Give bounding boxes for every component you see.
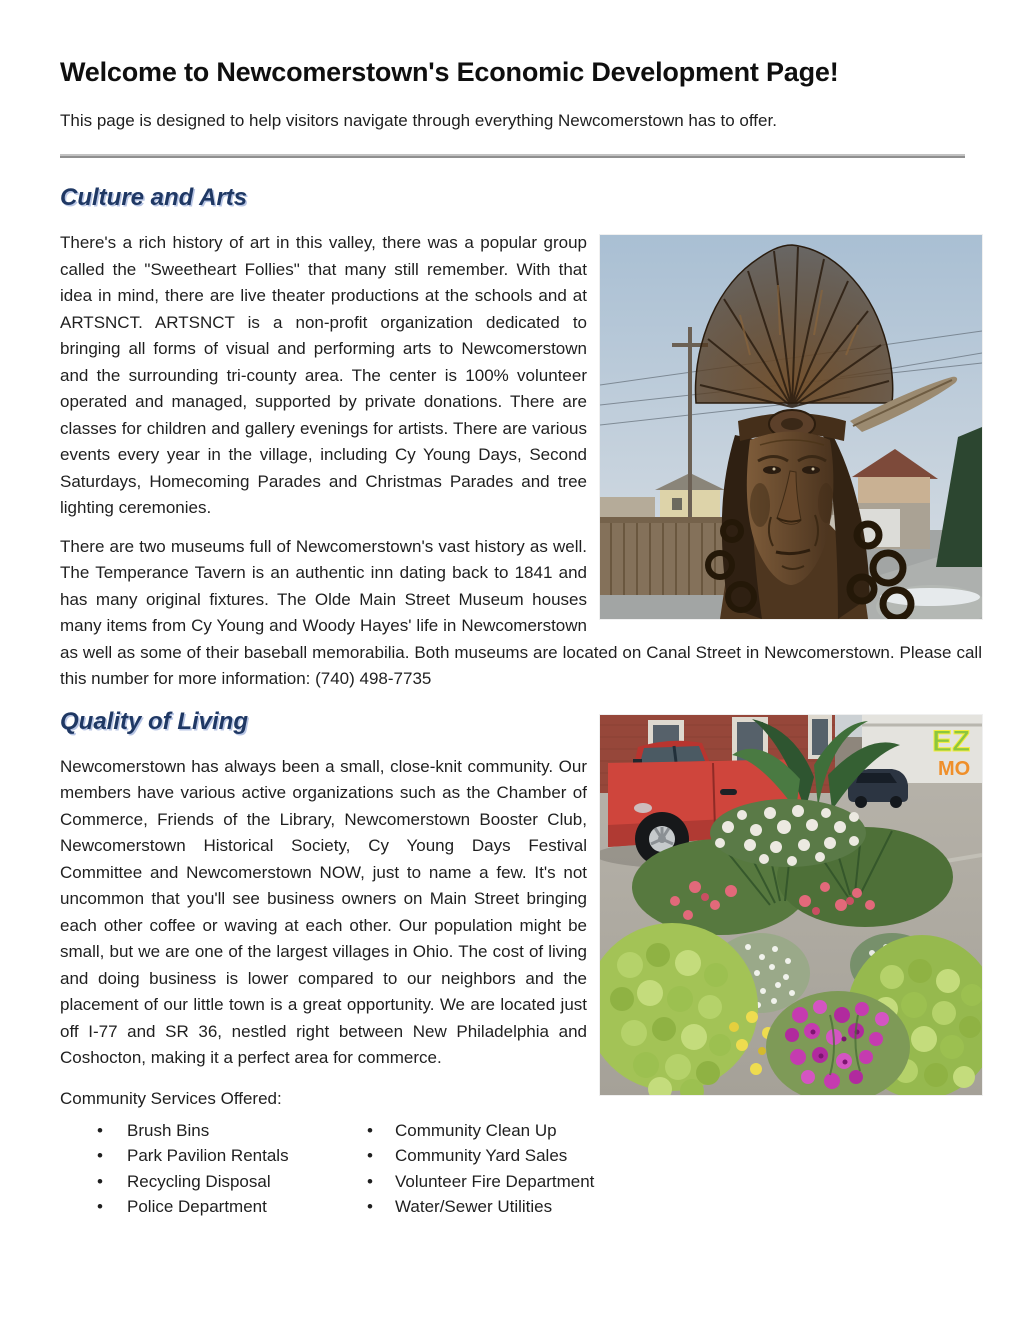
services-list [60, 1118, 982, 1220]
pawn-shop-sign-line1: EZ [932, 724, 971, 758]
culture-paragraph-2: There are two museums full of Newcomerstown's vast history as well. The Temperance Tavern is an authentic inn dating back to 1841 and has many original fixtures. The Olde Main Street Museum houses many items from Cy Young and Woody Hayes' life in Newcomerstown as well as some of their baseball memorabilia. Both museums are located on Canal Street in Newcomerstown. Please call this number for more information: (740) 498-7735 [60, 536, 982, 688]
quality-heading: Quality of Living [60, 707, 249, 735]
list-item: • Park Pavilion Rentals [95, 1143, 367, 1169]
flowers-photo [600, 715, 982, 1095]
page-title: Welcome to Newcomerstown's Economic Development Page! [60, 57, 839, 87]
list-item: • Brush Bins [95, 1118, 367, 1144]
culture-and-arts-section [60, 183, 982, 693]
list-item: • Community Clean Up [367, 1118, 594, 1144]
list-item: • Community Yard Sales [367, 1143, 594, 1169]
culture-heading: Culture and Arts [60, 184, 248, 211]
list-item: • Recycling Disposal [95, 1169, 367, 1195]
services-list-right [367, 1118, 594, 1220]
list-item: • Volunteer Fire Department [367, 1169, 594, 1195]
statue-photo [600, 235, 982, 619]
statue-photo-illustration [600, 235, 982, 619]
horizontal-divider [60, 154, 965, 158]
services-label: Community Services Offered: [60, 1088, 282, 1108]
services-list-left [95, 1118, 367, 1220]
list-item: • Police Department [95, 1194, 367, 1220]
pawn-shop-sign-line2: MO [938, 757, 971, 780]
list-item: • Water/Sewer Utilities [367, 1194, 594, 1220]
quality-paragraph: Newcomerstown has always been a small, close-knit community. Our members have various active organizations such as the Chamber of Commerce, Friends of the Library, Newcomerstown Booster Club, Newcomerstown Historical Society, Cy Young Days Festival Committee and Newcomerstown NOW, just to name a few. It's not uncommon that you'll see business owners on Main Street bringing each other coffee or waving at each other. Our population might be small, but we are one of the largest villages in Ohio. The cost of living and doing business is lower compared to our neighbors and the placement of our little town is a great opportunity. We are located just off I-77 and SR 36, nestled right between New Philadelphia and Coshocton, making it a perfect area for commerce. [60, 756, 587, 1067]
culture-paragraph-1: There's a rich history of art in this valley, there was a popular group called the "Sweetheart Follies" that many still remember. With that idea in mind, there are live theater productions at the schools and at ARTSNCT. ARTSNCT is a non-profit organization dedicated to bringing all forms of visual and performing arts to Newcomerstown and the surrounding tri-county area. The center is 100% volunteer operated and managed, supported by private donations. There are classes for children and gallery evenings for artists. There are various events every year in the village, including Cy Young Days, Second Saturdays, Homecoming Parades and Christmas Parades and tree lighting ceremonies. [60, 233, 587, 517]
intro-text: This page is designed to help visitors navigate through everything Newcomerstown has to offer. [60, 111, 777, 130]
flowers-photo-illustration [600, 715, 982, 1095]
quality-of-living-section [60, 707, 982, 1072]
